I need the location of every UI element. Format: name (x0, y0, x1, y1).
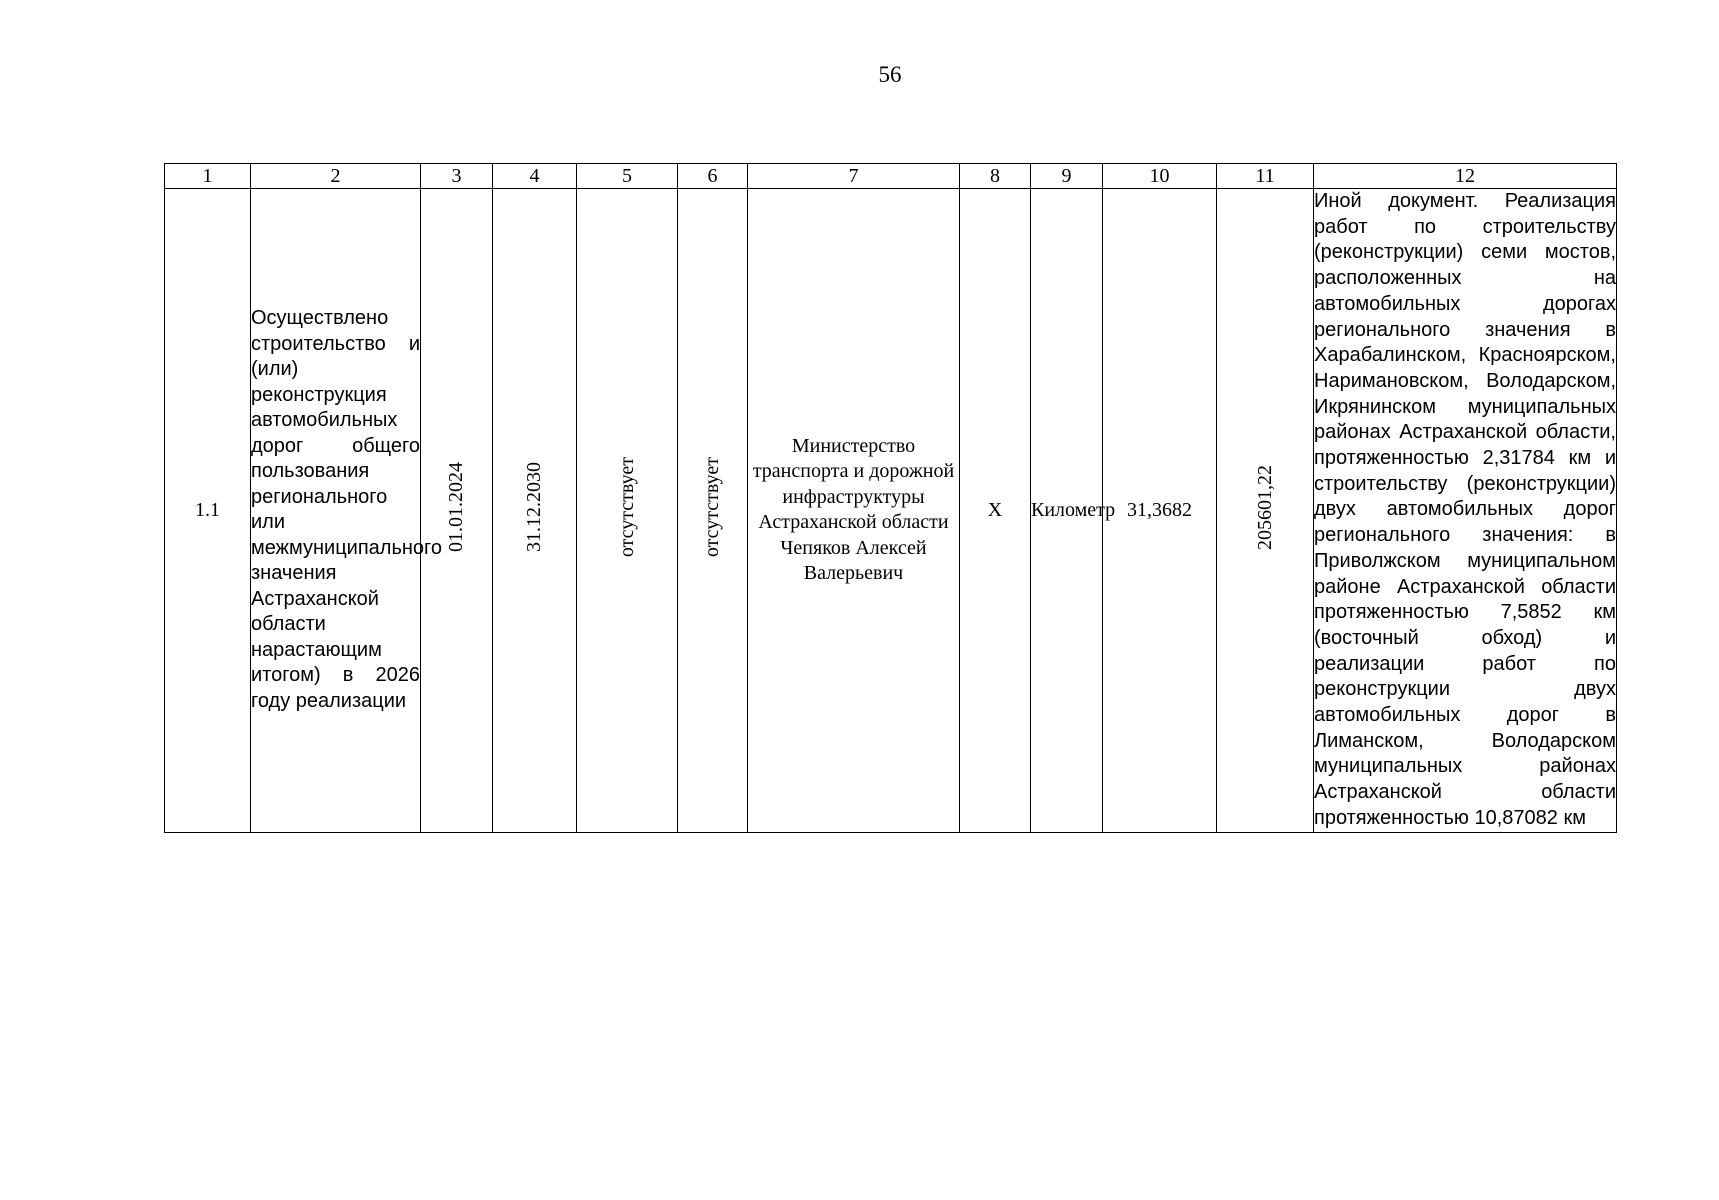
start-date: 01.01.2024 (445, 462, 467, 553)
column-header: 6 (678, 164, 748, 189)
column-header: 12 (1314, 164, 1617, 189)
column-header: 3 (421, 164, 493, 189)
start-date-cell (421, 189, 493, 833)
column-8-cell: X (960, 189, 1031, 833)
column-header: 8 (960, 164, 1031, 189)
document-cell: Иной документ. Реализация работ по строительству (реконструкции) семи мостов, расположенных на автомобильных дорогах регионального значения в Харабалинском, Красноярском, Наримановском, Володарском, Икрянинском муниципальных районах Астраханской области, протяженностью 2,31784 км и строительству (реконструкции) двух автомобильных дорог регионального значения: в Приволжском муниципальном районе Астраханской области протяженностью 7,5852 км (восточный обход) и реализации работ по реконструкции двух автомобильных дорог в Лиманском, Володарском муниципальных районах Астраханской области протяженностью 10,87082 км (1314, 189, 1617, 833)
column-5-cell (577, 189, 678, 833)
page-number: 56 (878, 62, 902, 87)
column-header: 11 (1217, 164, 1314, 189)
responsible-person: Чепяков Алексей Валерьевич (780, 536, 927, 585)
unit-cell: Километр (1031, 189, 1103, 833)
column-header: 7 (748, 164, 960, 189)
column-6-value: отсутствует (701, 457, 723, 558)
end-date-cell (493, 189, 577, 833)
column-header: 9 (1031, 164, 1103, 189)
amount-value: 205601,22 (1253, 464, 1276, 550)
column-5-value: отсутствует (615, 457, 638, 558)
column-6-cell (678, 189, 748, 833)
header-row (165, 164, 1617, 189)
result-description-cell: Осуществлено строительство и (или) реконструкция автомобильных дорог общего пользования регионального или межмуниципального значения Астраханской области нарастающим итогом) в 2026 году реализации (251, 189, 421, 833)
column-header: 1 (165, 164, 251, 189)
column-header: 5 (577, 164, 678, 189)
responsible-cell (748, 189, 960, 833)
column-header: 2 (251, 164, 421, 189)
amount-cell (1217, 189, 1314, 833)
responsible-organization: Министерство транспорта и дорожной инфраструктуры Астраханской области (752, 434, 955, 534)
column-header: 4 (493, 164, 577, 189)
column-header: 10 (1103, 164, 1217, 189)
plan-table (164, 163, 1617, 833)
value-cell: 31,3682 (1103, 189, 1217, 833)
end-date: 31.12.2030 (523, 462, 545, 553)
table-row (165, 189, 1617, 833)
row-number-cell: 1.1 (165, 189, 251, 833)
